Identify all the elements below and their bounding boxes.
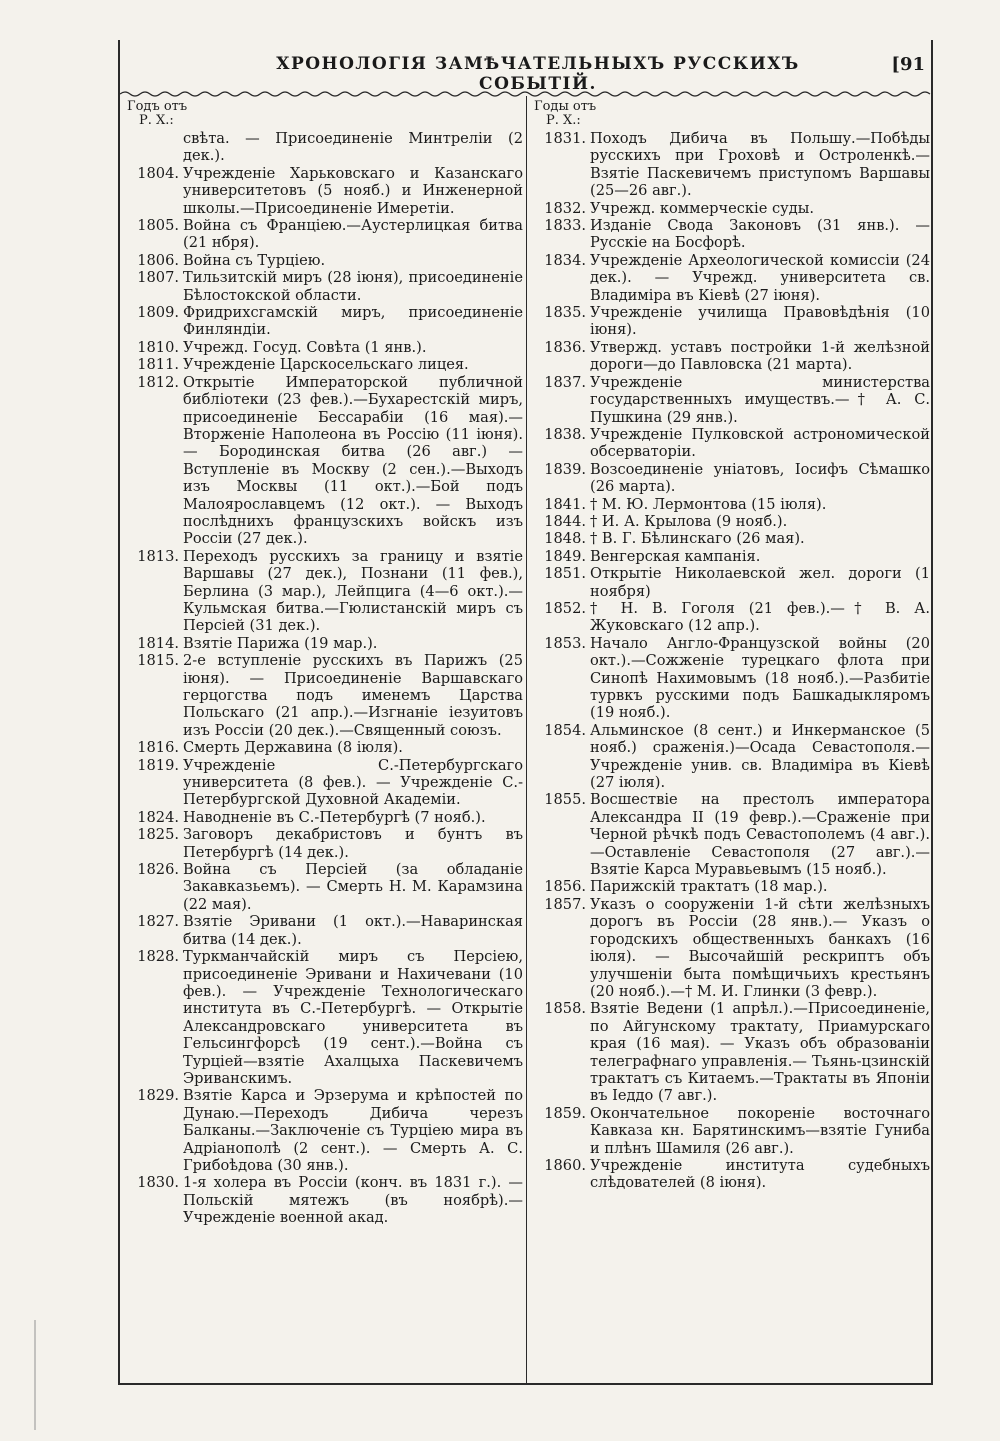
entry-year: 1815. bbox=[137, 652, 179, 670]
entry-year: 1851. bbox=[544, 565, 586, 583]
chronology-entry bbox=[530, 217, 930, 252]
chronology-entry bbox=[123, 913, 523, 948]
entry-text: 1-я холера въ Россіи (конч. въ 1831 г.). — Польскій мятежъ (въ ноябрѣ).— Учрежденіе военной акад. bbox=[183, 1174, 523, 1227]
running-header bbox=[118, 54, 933, 94]
entry-year: 1833. bbox=[544, 217, 586, 235]
entry-text: Взятіе Карса и Эрзерума и крѣпостей по Дунаю.—Переходъ Дибича черезъ Балканы.—Заключеніе съ Турціею мира въ Адріанополѣ (2 сент.). — Смерть А. С. Грибоѣдова (30 янв.). bbox=[183, 1087, 523, 1174]
chronology-entry bbox=[530, 565, 930, 600]
entry-text: Учрежденіе Царскосельскаго лицея. bbox=[183, 356, 469, 374]
chronology-entry bbox=[123, 1087, 523, 1174]
entry-text: Заговоръ декабристовъ и бунтъ въ Петербургѣ (14 дек.). bbox=[183, 826, 523, 861]
chronology-entry bbox=[530, 722, 930, 792]
chronology-entry bbox=[530, 1105, 930, 1157]
entry-text: Окончательное покореніе восточнаго Кавказа кн. Барятинскимъ—взятіе Гуниба и плѣнъ Шамиля (26 авг.). bbox=[590, 1104, 930, 1157]
chronology-entry bbox=[123, 826, 523, 861]
entry-text: Взятіе Эривани (1 окт.).—Наваринская битва (14 дек.). bbox=[183, 913, 523, 948]
entry-text: Учрежденіе С.-Петербургскаго университета (8 фев.). — Учрежденіе С.-Петербургской Духовной Академіи. bbox=[183, 756, 523, 809]
chronology-entry bbox=[123, 861, 523, 913]
entry-text: Война съ Персіей (за обладаніе Закавказьемъ). — Смерть Н. М. Карамзина (22 мая). bbox=[183, 861, 523, 913]
entry-text: † М. Ю. Лермонтова (15 іюля). bbox=[590, 495, 827, 513]
chronology-entry bbox=[530, 130, 930, 200]
entry-text: Открытіе Николаевской жел. дороги (1 ноября) bbox=[590, 565, 930, 600]
chronology-entry bbox=[530, 461, 930, 496]
entry-year: 1805. bbox=[137, 217, 179, 235]
chronology-entry bbox=[123, 304, 523, 339]
entry-year: 1806. bbox=[137, 251, 179, 269]
chronology-entry bbox=[530, 304, 930, 339]
entry-text: Война съ Франціею.—Аустерлицкая битва (21 нбря). bbox=[183, 217, 523, 252]
entry-year: 1807. bbox=[137, 269, 179, 287]
entry-year: 1838. bbox=[544, 425, 586, 443]
chronology-entry bbox=[530, 496, 930, 513]
right-entries-list bbox=[530, 130, 930, 1192]
entry-text: Указъ о сооруженіи 1-й сѣти желѣзныхъ дорогъ въ Россіи (28 янв.).— Указъ о городскихъ общественныхъ банкахъ (16 іюля). — Высочайшій рескриптъ объ улучшеніи быта помѣщичьихъ крестьянъ (20 нояб.).—† М. И. Глинки (3 февр.). bbox=[590, 895, 930, 1000]
chronology-entry bbox=[530, 513, 930, 530]
entry-year: 1831. bbox=[544, 130, 586, 147]
entry-text: Туркманчайскій миръ съ Персіею, присоединеніе Эривани и Нахичевани (10 фев.). — Учрежденіе Технологическаго института въ С.-Петербургѣ. — Открытіе Александровскаго университета въ Гельсингфорсѣ (19 сент.).—Война съ Турціей—взятіе Ахалцыха Паскевичемъ Эриванскимъ. bbox=[183, 948, 523, 1087]
entry-text: Учрежд. Госуд. Совѣта (1 янв.). bbox=[183, 338, 427, 356]
entry-year: 1837. bbox=[544, 373, 586, 391]
entry-text: 2-е вступленіе русскихъ въ Парижъ (25 іюня). — Присоединеніе Варшавскаго герцогства подъ именемъ Царства Польскаго (21 апр.).—Изгнаніе іезуитовъ изъ Россіи (20 дек.).—Священный союзъ. bbox=[183, 652, 523, 739]
page-number: [91 bbox=[891, 54, 925, 75]
entry-text: Учрежденіе Пулковской астрономической обсерваторіи. bbox=[590, 425, 930, 461]
column-divider bbox=[526, 96, 527, 1385]
entry-text: Переходъ русскихъ за границу и взятіе Варшавы (27 дек.), Познани (11 фев.), Берлина (3 мар.), Лейпцига (4—6 окт.).—Кульмская битва.—Гюлистанскій миръ съ Персіей (31 дек.). bbox=[183, 547, 523, 635]
entry-text: Учрежденіе училища Правовѣдѣнія (10 іюня). bbox=[590, 304, 930, 339]
entry-text: † Н. В. Гоголя (21 фев.).—† В. А. Жуковскаго (12 апр.). bbox=[590, 599, 930, 635]
chronology-entry bbox=[530, 1000, 930, 1104]
entry-year: 1812. bbox=[137, 373, 179, 391]
entry-year: 1828. bbox=[137, 948, 179, 966]
entry-year: 1855. bbox=[544, 791, 586, 809]
entry-year: 1811. bbox=[137, 356, 179, 374]
chronology-entry bbox=[123, 948, 523, 1087]
entry-year: 1819. bbox=[137, 756, 179, 774]
entry-year: 1859. bbox=[544, 1104, 586, 1122]
chronology-entry bbox=[123, 339, 523, 356]
entry-text: Утвержд. уставъ постройки 1-й желѣзной дороги—до Павловска (21 марта). bbox=[590, 338, 930, 374]
right-heading-line2: Р. Х.: bbox=[546, 113, 581, 128]
entry-text: † И. А. Крылова (9 нояб.). bbox=[590, 512, 788, 530]
entry-text: Альминское (8 сент.) и Инкерманское (5 нояб.) сраженія.)—Осада Севастополя.—Учрежденіе унив. св. Владиміра въ Кіевѣ (27 іюля). bbox=[590, 721, 930, 792]
entry-year: 1804. bbox=[137, 164, 179, 182]
chronology-entry bbox=[123, 757, 523, 809]
entry-year: 1830. bbox=[137, 1174, 179, 1192]
entry-year: 1829. bbox=[137, 1087, 179, 1105]
entry-year: 1853. bbox=[544, 634, 586, 652]
chronology-entry bbox=[530, 896, 930, 1000]
left-column-heading bbox=[127, 100, 523, 128]
entry-year: 1852. bbox=[544, 599, 586, 617]
entry-year: 1839. bbox=[544, 460, 586, 478]
entry-year: 1810. bbox=[137, 338, 179, 356]
entry-text: Тильзитскій миръ (28 іюня), присоединеніе Бѣлостокской области. bbox=[183, 269, 523, 304]
chronology-entry bbox=[530, 200, 930, 217]
entry-text: Учрежденіе института судебныхъ слѣдователей (8 іюня). bbox=[590, 1156, 930, 1192]
entry-year: 1856. bbox=[544, 878, 586, 896]
entry-text: Взятіе Ведени (1 апрѣл.).—Присоединеніе, по Айгунскому трактату, Приамурскаго края (16 мая). — Указъ объ образованіи телеграфнаго управленія.— Тьянь-цзинскій трактатъ съ Китаемъ.—Трактаты въ Японіи въ Іеддо (7 авг.). bbox=[590, 1000, 930, 1105]
entry-text: Взятіе Парижа (19 мар.). bbox=[183, 634, 378, 652]
left-heading-line2: Р. Х.: bbox=[139, 113, 174, 128]
entry-text: Учрежд. коммерческіе суды. bbox=[590, 199, 814, 217]
entry-year: 1844. bbox=[544, 512, 586, 530]
entry-text: Учрежденіе Археологической комиссіи (24 дек.). — Учрежд. университета св. Владиміра въ Кіевѣ (27 іюня). bbox=[590, 251, 930, 304]
entry-text: Возсоединеніе уніатовъ, Іосифъ Сѣмашко (26 марта). bbox=[590, 460, 930, 496]
chronology-entry bbox=[530, 530, 930, 547]
chronology-entry bbox=[530, 600, 930, 635]
chronology-entry bbox=[123, 217, 523, 252]
entry-year: 1827. bbox=[137, 913, 179, 931]
entry-year: 1854. bbox=[544, 721, 586, 739]
entry-text: Смерть Державина (8 іюля). bbox=[183, 739, 403, 757]
entry-text: Война съ Турціею. bbox=[183, 251, 326, 269]
entry-year: 1814. bbox=[137, 634, 179, 652]
entry-text: Наводненіе въ С.-Петербургѣ (7 нояб.). bbox=[183, 808, 486, 826]
entry-year: 1860. bbox=[544, 1156, 586, 1174]
entry-year: 1857. bbox=[544, 895, 586, 913]
entry-year: 1835. bbox=[544, 304, 586, 322]
chronology-entry bbox=[530, 252, 930, 304]
entry-year: 1834. bbox=[544, 251, 586, 269]
left-entries-list bbox=[123, 130, 523, 1227]
chronology-entry bbox=[530, 635, 930, 722]
chronology-entry bbox=[530, 548, 930, 565]
entry-text: Парижскій трактатъ (18 мар.). bbox=[590, 878, 828, 896]
entry-text: Восшествіе на престолъ императора Александра II (19 февр.).—Сраженіе при Черной рѣчкѣ подъ Севастополемъ (4 авг.).—Оставленіе Севастополя (27 авг.).—Взятіе Карса Муравьевымъ (15 нояб.). bbox=[590, 791, 930, 879]
entry-year: 1825. bbox=[137, 826, 179, 844]
entry-text: Изданіе Свода Законовъ (31 янв.). — Русскіе на Босфорѣ. bbox=[590, 217, 930, 252]
chronology-entry bbox=[123, 548, 523, 635]
page-title: ХРОНОЛОГІЯ ЗАМѢЧАТЕЛЬНЫХЪ РУССКИХЪ СОБЫТІЙ. bbox=[276, 54, 800, 94]
entry-year: 1858. bbox=[544, 1000, 586, 1018]
right-column-heading bbox=[534, 100, 930, 128]
entry-year: 1816. bbox=[137, 739, 179, 757]
chronology-entry bbox=[123, 739, 523, 756]
entry-year: 1849. bbox=[544, 547, 586, 565]
chronology-entry bbox=[123, 252, 523, 269]
chronology-entry bbox=[123, 809, 523, 826]
entry-text: свѣта. — Присоединеніе Минтреліи (2 дек.). bbox=[183, 130, 523, 165]
entry-year: 1809. bbox=[137, 304, 179, 322]
chronology-entry bbox=[530, 426, 930, 461]
entry-text: Учрежденіе Харьковскаго и Казанскаго университетовъ (5 нояб.) и Инженерной школы.—Присоединеніе Имеретіи. bbox=[183, 164, 523, 217]
entry-year: 1824. bbox=[137, 808, 179, 826]
chronology-entry bbox=[123, 356, 523, 373]
chronology-entry bbox=[530, 374, 930, 426]
margin-mark bbox=[34, 1320, 36, 1430]
entry-year: 1826. bbox=[137, 861, 179, 879]
chronology-entry bbox=[123, 1174, 523, 1226]
entry-year: 1832. bbox=[544, 199, 586, 217]
entry-text: Походъ Дибича въ Польшу.—Побѣды русскихъ при Гроховѣ и Остроленкѣ.— Взятіе Паскевичемъ приступомъ Варшавы (25—26 авг.). bbox=[590, 130, 930, 200]
entry-text: Фридрихсгамскій миръ, присоединеніе Финляндіи. bbox=[183, 304, 523, 339]
right-column bbox=[530, 100, 930, 1192]
chronology-entry bbox=[530, 878, 930, 895]
entry-year: 1836. bbox=[544, 338, 586, 356]
left-column bbox=[123, 100, 523, 1227]
chronology-entry bbox=[123, 635, 523, 652]
right-heading-line1: Годы отъ bbox=[534, 99, 597, 114]
entry-text: Венгерская кампанія. bbox=[590, 547, 761, 565]
entry-year: 1813. bbox=[137, 547, 179, 565]
chronology-entry bbox=[530, 791, 930, 878]
chronology-entry bbox=[123, 269, 523, 304]
entry-text: † В. Г. Бѣлинскаго (26 мая). bbox=[590, 530, 805, 548]
entry-text: Учрежденіе министерства государственныхъ имуществъ.—† А. С. Пушкина (29 янв.). bbox=[590, 373, 930, 426]
left-heading-line1: Годъ отъ bbox=[127, 99, 188, 114]
chronology-entry bbox=[123, 165, 523, 217]
entry-text: Открытіе Императорской публичной библіотеки (23 фев.).—Бухарестскій миръ, присоединеніе Бессарабіи (16 мая).—Вторженіе Наполеона въ Россію (11 іюня). — Бородинская битва (26 авг.) — Вступленіе въ Москву (2 сен.).—Выходъ изъ Москвы (11 окт.).—Бой подъ Малоярославцемъ (12 окт.). — Выходъ послѣднихъ французскихъ войскъ изъ Россіи (27 дек.). bbox=[183, 373, 523, 548]
chronology-entry bbox=[123, 652, 523, 739]
chronology-entry bbox=[123, 130, 523, 165]
entry-year: 1841. bbox=[544, 495, 586, 513]
entry-text: Начало Англо-Французской войны (20 окт.).—Сожженіе турецкаго флота при Синопѣ Нахимовымъ (18 нояб.).—Разбитіе турвкъ русскими подъ Башкадыкляромъ (19 нояб.). bbox=[590, 634, 930, 722]
chronology-entry bbox=[123, 374, 523, 548]
chronology-entry bbox=[530, 339, 930, 374]
chronology-entry bbox=[530, 1157, 930, 1192]
entry-year: 1848. bbox=[544, 530, 586, 548]
